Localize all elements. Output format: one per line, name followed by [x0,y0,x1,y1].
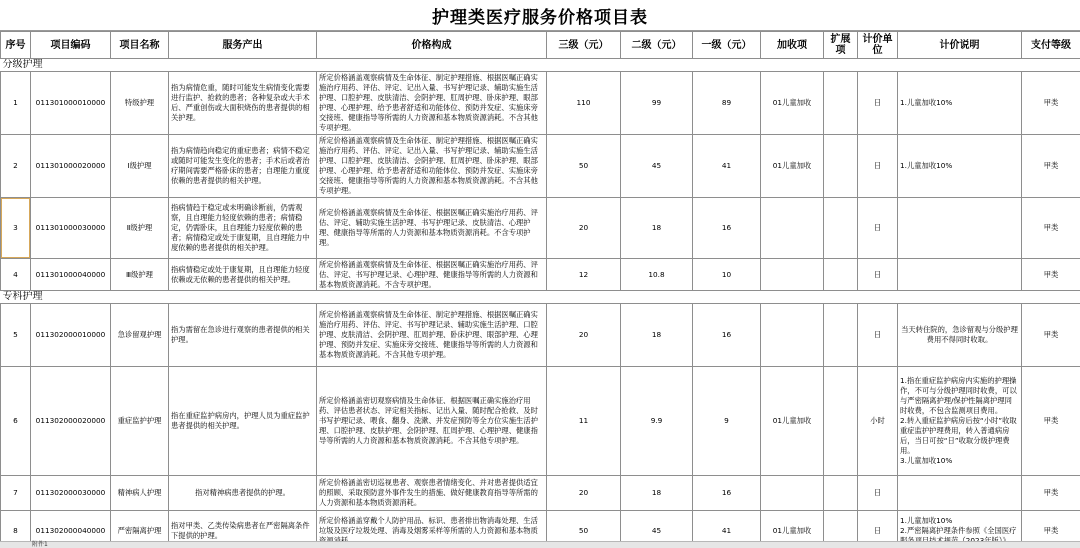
cell-name[interactable]: Ⅲ级护理 [111,259,169,291]
table-row [1,304,1080,367]
sheet-tab-bar [0,541,1080,548]
header-surcharge[interactable]: 加收项 [761,32,824,59]
cell-price-level1[interactable]: 9 [693,367,761,476]
cell-unit[interactable]: 日 [858,72,898,135]
cell-unit[interactable]: 日 [858,511,898,548]
cell-name[interactable]: 急诊留观护理 [111,304,169,367]
cell-code[interactable]: 011302000040000 [31,511,111,548]
cell-payment[interactable]: 甲类 [1022,367,1080,476]
header-note[interactable]: 计价说明 [898,32,1022,59]
section-label[interactable]: 专科护理 [1,291,1080,304]
cell-output[interactable]: 指为病情趋向稳定的重症患者；病情不稳定或随时可能发生变化的患者；手术后或者治疗期间需要严格卧床的患者；自理能力重度依赖的患者提供的相关护理。 [169,135,317,198]
cell-payment[interactable]: 甲类 [1022,198,1080,259]
cell-name[interactable]: 特级护理 [111,72,169,135]
cell-name[interactable]: 重症监护护理 [111,367,169,476]
header-name[interactable]: 项目名称 [111,32,169,59]
cell-extension[interactable] [824,135,858,198]
cell-output[interactable]: 指为需留在急诊进行观察的患者提供的相关护理。 [169,304,317,367]
section-row [1,59,1080,72]
cell-extension[interactable] [824,259,858,291]
cell-payment[interactable]: 甲类 [1022,304,1080,367]
cell-no[interactable]: 8 [1,511,31,548]
cell-composition[interactable]: 所定价格涵盖密切观察病情及生命体征、根据医嘱正确实施治疗用药、评估患者状态、评定相关指标、记出入量、随时配合抢救、及时书写护理记录、喂食、翻身、洗漱、并发症预防等全方位实施生活护理、口腔护理、皮肤护理、会阴护理、肛周护理、心理护理、健康指导等所需的人力资源和基本物质资源消耗。不含其他专项护理。 [317,367,547,476]
cell-composition[interactable]: 所定价格涵盖穿戴个人防护用品、标识、患者排出物消毒处理、生活垃圾及医疗垃圾处理、消毒及烟雾采样等所需的人力资源和基本物质 [317,511,547,548]
table-row [1,198,1080,259]
cell-extension[interactable] [824,198,858,259]
cell-price-level1[interactable]: 41 [693,135,761,198]
table-row [1,367,1080,476]
cell-surcharge[interactable] [761,476,824,511]
cell-unit[interactable]: 日 [858,304,898,367]
cell-note[interactable]: 1.儿童加收10% [898,72,1022,135]
cell-price-level2[interactable]: 18 [621,198,693,259]
header-price-level2[interactable]: 二级（元） [621,32,693,59]
cell-no[interactable]: 7 [1,476,31,511]
cell-extension[interactable] [824,476,858,511]
cell-note[interactable] [898,476,1022,511]
cell-name[interactable]: 严密隔离护理 [111,511,169,548]
cell-code[interactable]: 011302000020000 [31,367,111,476]
cell-price-level1[interactable]: 16 [693,198,761,259]
cell-extension[interactable] [824,304,858,367]
cell-name[interactable]: 精神病人护理 [111,476,169,511]
cell-composition[interactable]: 所定价格涵盖观察病情及生命体征、制定护理措施、根据医嘱正确实施治疗用药、评估、评定、记出入量、书写护理记录、辅助实施生活护理、口腔护理、皮肤清洁、会阴护理、肛周护理、卧床护理、眼部护理、心理护理、给予患者舒适和功能体位、预防并发症、实施床旁交接班、健康指导等所需的人力资源和基本物质资源消耗。不含其他专项护理。 [317,72,547,135]
cell-price-level2[interactable]: 9.9 [621,367,693,476]
header-composition[interactable]: 价格构成 [317,32,547,59]
cell-price-level1[interactable]: 41 [693,511,761,548]
header-code[interactable]: 项目编码 [31,32,111,59]
cell-extension[interactable] [824,72,858,135]
cell-note[interactable]: 当天转住院的，急诊留观与分级护理费用不得同时收取。 [898,304,1022,367]
cell-unit[interactable]: 日 [858,198,898,259]
cell-unit[interactable]: 日 [858,135,898,198]
header-price-level1[interactable]: 一级（元） [693,32,761,59]
cell-note[interactable] [898,259,1022,291]
cell-output[interactable]: 指对甲类、乙类传染病患者在严密隔离条件下提供的护理。 [169,511,317,548]
cell-composition[interactable]: 所定价格涵盖观察病情及生命体征、根据医嘱正确实施治疗用药、评估、评定、书写护理记录、心理护理、健康指导等所需的人力资源和基本物质资源消耗。不含专项护理。 [317,259,547,291]
cell-payment[interactable]: 甲类 [1022,259,1080,291]
cell-composition[interactable]: 所定价格涵盖观察病情及生命体征、根据医嘱正确实施治疗用药、评估、评定、辅助实施生活护理、书写护理记录、皮肤清洁、心理护理、健康指导等所需的人力资源和基本物质资源消耗。不含专项护理。 [317,198,547,259]
cell-surcharge[interactable] [761,304,824,367]
cell-no[interactable]: 1 [1,72,31,135]
cell-surcharge[interactable] [761,198,824,259]
cell-code[interactable]: 011301000040000 [31,259,111,291]
cell-note[interactable]: 1.儿童加收10% [898,135,1022,198]
cell-code[interactable]: 011301000020000 [31,135,111,198]
cell-payment[interactable]: 甲类 [1022,72,1080,135]
table-row [1,476,1080,511]
cell-output[interactable]: 指对精神病患者提供的护理。 [169,476,317,511]
section-label[interactable]: 分级护理 [1,59,1080,72]
sheet-tab[interactable]: 附件1 [32,541,48,548]
cell-composition[interactable]: 所定价格涵盖观察病情及生命体征、制定护理措施、根据医嘱正确实施治疗用药、评估、评定、记出入量、书写护理记录、辅助实施生活护理、口腔护理、皮肤清洁、会阴护理、肛周护理、卧床护理、眼部护理、心理护理、给予患者舒适和功能体位、预防并发症、实施床旁交接班、健康指导等所需的人力资源和基本物质资源消耗。不含其他专项护理。 [317,135,547,198]
header-no[interactable]: 序号 [1,32,31,59]
cell-price-level1[interactable]: 16 [693,476,761,511]
cell-price-level3[interactable]: 110 [547,72,621,135]
cell-surcharge[interactable] [761,259,824,291]
cell-payment[interactable]: 甲类 [1022,476,1080,511]
cell-price-level2[interactable]: 99 [621,72,693,135]
cell-code[interactable]: 011302000010000 [31,304,111,367]
cell-price-level2[interactable]: 10.8 [621,259,693,291]
cell-price-level1[interactable]: 16 [693,304,761,367]
header-payment[interactable]: 支付等级 [1022,32,1080,59]
cell-price-level2[interactable]: 18 [621,476,693,511]
table-row [1,259,1080,291]
header-output[interactable]: 服务产出 [169,32,317,59]
header-price-level3[interactable]: 三级（元） [547,32,621,59]
cell-name[interactable]: Ⅰ级护理 [111,135,169,198]
cell-composition[interactable]: 所定价格涵盖密切巡视患者、观察患者情绪变化、并对患者提供适宜的照顾、采取预防意外事件发生的措施、做好健康教育指导等所需的人力资源和基本物质资源消耗。 [317,476,547,511]
cell-no[interactable]: 6 [1,367,31,476]
cell-surcharge[interactable]: 01儿童加收 [761,511,824,548]
cell-no[interactable]: 2 [1,135,31,198]
table-title: 护理类医疗服务价格项目表 [0,0,1080,31]
cell-code[interactable]: 011301000030000 [31,198,111,259]
cell-output[interactable]: 指病情稳定或处于康复期，且自理能力轻度依赖或无依赖的患者提供的相关护理。 [169,259,317,291]
cell-output[interactable]: 指病情趋于稳定或未明确诊断前，仍需观察，且自理能力轻度依赖的患者；病情稳定，仍需卧床，且自理能力轻度依赖的患者；病情稳定或处于康复期，且自理能力中度依赖的患者提供的相关护理。 [169,198,317,259]
cell-name[interactable]: Ⅱ级护理 [111,198,169,259]
cell-no[interactable]: 3 [1,198,31,259]
section-row [1,291,1080,304]
cell-note[interactable] [898,198,1022,259]
cell-unit[interactable]: 小时 [858,367,898,476]
cell-no[interactable]: 5 [1,304,31,367]
cell-note[interactable]: 1.指在重症监护病房内实施的护理操作，不可与分级护理同时收费，可以与严密隔离护理/保护性隔离护理同时收费，不包含监测项目费用。 2.转入重症监护病房后按“小时”收取重症监护护理费用，转入普通病房后，当日可按“日”收取分级护理费用。 3.儿童加收10% [898,367,1022,476]
cell-surcharge[interactable]: 01儿童加收 [761,135,824,198]
cell-price-level2[interactable]: 45 [621,135,693,198]
cell-price-level3[interactable]: 50 [547,135,621,198]
cell-note[interactable]: 1.儿童加收10% 2.严密隔离护理条件参照《全国医疗 [898,511,1022,548]
header-extension[interactable]: 扩展项 [824,32,858,59]
cell-payment[interactable]: 甲类 [1022,135,1080,198]
cell-price-level3[interactable]: 12 [547,259,621,291]
table-row [1,135,1080,198]
cell-price-level3[interactable]: 11 [547,367,621,476]
header-unit[interactable]: 计价单位 [858,32,898,59]
cell-code[interactable]: 011302000030000 [31,476,111,511]
cell-price-level3[interactable]: 20 [547,476,621,511]
cell-payment[interactable]: 甲类 [1022,511,1080,548]
cell-surcharge[interactable]: 01儿童加收 [761,72,824,135]
cell-unit[interactable]: 日 [858,476,898,511]
cell-price-level3[interactable]: 20 [547,198,621,259]
price-table [0,31,1080,548]
cell-composition[interactable]: 所定价格涵盖观察病情及生命体征、制定护理措施、根据医嘱正确实施治疗用药、评估、评定、书写护理记录、辅助实施生活护理、口腔护理、皮肤清洁、会阴护理、肛周护理、卧床护理、眼部护理、心理护理、预防并发症、实施床旁交接班、健康指导等所需的人力资源和基本物质资源消耗。不含其他专项护理。 [317,304,547,367]
cell-price-level2[interactable]: 18 [621,304,693,367]
cell-surcharge[interactable]: 01儿童加收 [761,367,824,476]
cell-output[interactable]: 指为病情危重，随时可能发生病情变化需要进行监护、抢救的患者；各种复杂或大手术后、严重创伤或大面积烧伤的患者提供的相关护理。 [169,72,317,135]
cell-unit[interactable]: 日 [858,259,898,291]
cell-price-level3[interactable]: 20 [547,304,621,367]
cell-price-level1[interactable]: 10 [693,259,761,291]
table-row [1,72,1080,135]
cell-price-level2[interactable]: 45 [621,511,693,548]
cell-no[interactable]: 4 [1,259,31,291]
header-row [1,32,1080,59]
cell-price-level1[interactable]: 89 [693,72,761,135]
cell-price-level3[interactable]: 50 [547,511,621,548]
cell-code[interactable]: 011301000010000 [31,72,111,135]
cell-output[interactable]: 指在重症监护病房内，护理人员为重症监护患者提供的相关护理。 [169,367,317,476]
cell-extension[interactable] [824,367,858,476]
